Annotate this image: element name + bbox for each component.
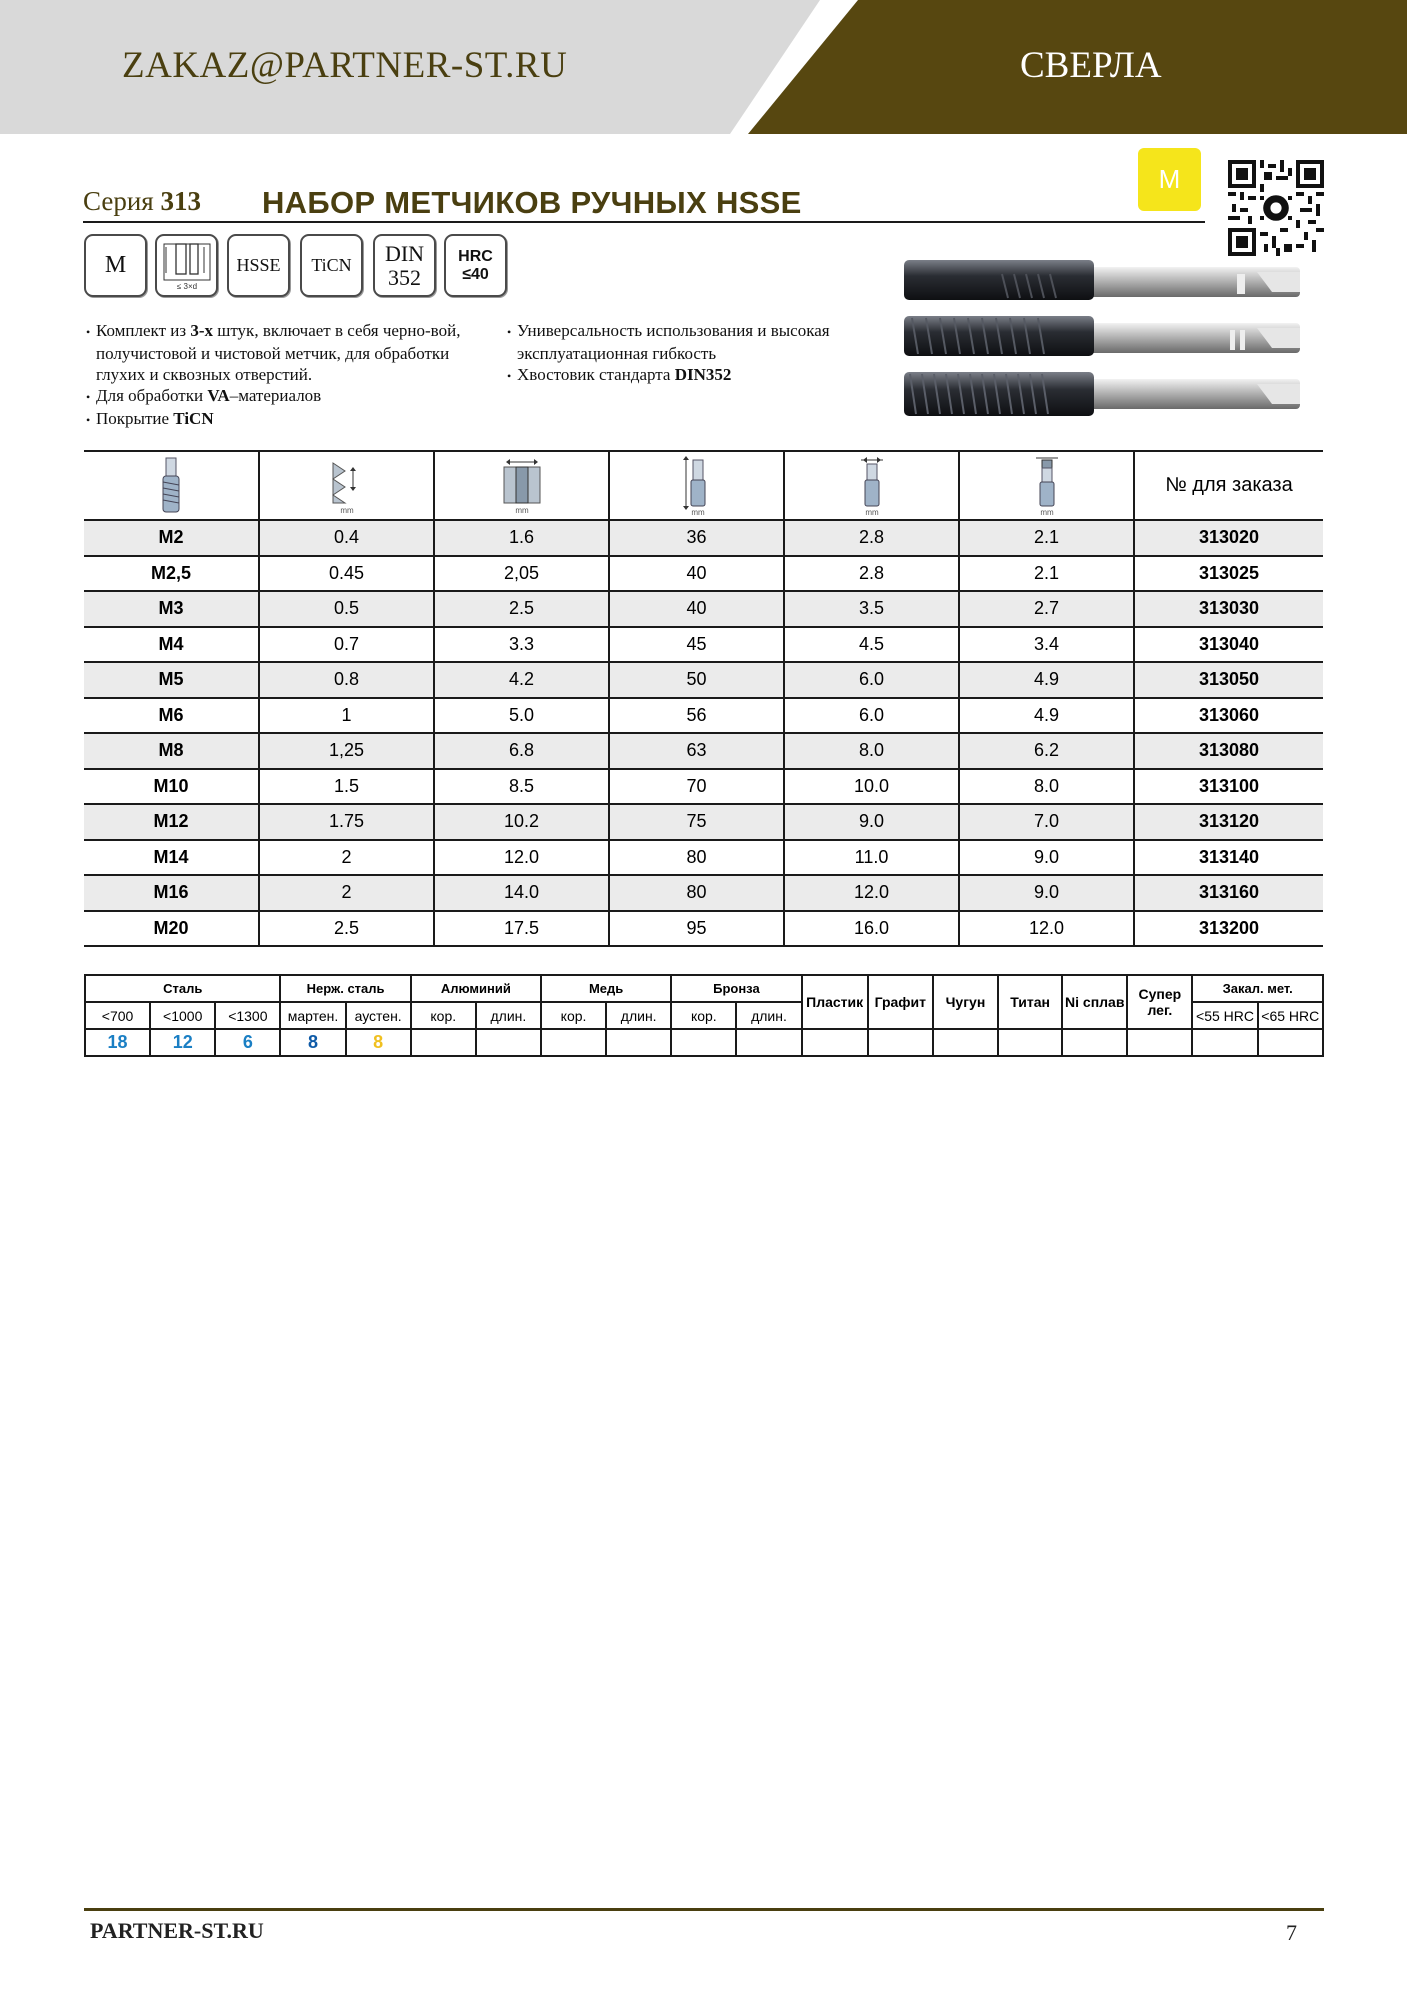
square-size-icon bbox=[1030, 456, 1064, 516]
table-row bbox=[84, 769, 1323, 805]
table-row bbox=[84, 875, 1323, 911]
group-steel: Сталь bbox=[85, 975, 280, 1002]
table-cell: M5 bbox=[84, 662, 259, 698]
table-cell: 9.0 bbox=[784, 804, 959, 840]
table-row bbox=[84, 840, 1323, 876]
header-email[interactable]: ZAKAZ@PARTNER-ST.RU bbox=[122, 45, 568, 86]
group-ni-alloy: Ni сплав bbox=[1062, 975, 1127, 1029]
bullet-item: • Хвостовик стандарта DIN352 bbox=[507, 364, 907, 387]
table-cell: 50 bbox=[609, 662, 784, 698]
table-cell: M2,5 bbox=[84, 556, 259, 592]
group-aluminium: Алюминий bbox=[411, 975, 541, 1002]
bullet-item: • Покрытие TiCN bbox=[86, 408, 486, 431]
table-cell: 8.0 bbox=[784, 733, 959, 769]
table-cell: 2.7 bbox=[959, 591, 1134, 627]
sub-copper-long: длин. bbox=[606, 1002, 671, 1029]
value-empty bbox=[736, 1029, 801, 1056]
order-number-cell: 313060 bbox=[1134, 698, 1323, 734]
table-cell: 12.0 bbox=[784, 875, 959, 911]
table-row bbox=[84, 556, 1323, 592]
table-cell: M10 bbox=[84, 769, 259, 805]
value-empty bbox=[1258, 1029, 1323, 1056]
tap-semifinishing bbox=[904, 316, 1300, 356]
materials-group-row bbox=[85, 975, 1323, 1002]
table-cell: M12 bbox=[84, 804, 259, 840]
value-steel-1300: 6 bbox=[215, 1029, 280, 1056]
table-cell: M3 bbox=[84, 591, 259, 627]
table-cell: 3.4 bbox=[959, 627, 1134, 663]
blind-hole-icon bbox=[160, 239, 214, 293]
table-cell: 12.0 bbox=[959, 911, 1134, 947]
materials-value-row bbox=[85, 1029, 1323, 1056]
tap-thread-icon bbox=[158, 456, 184, 516]
page-title: НАБОР МЕТЧИКОВ РУЧНЫХ HSSE bbox=[262, 185, 802, 220]
unit-label: mm bbox=[690, 507, 705, 516]
table-cell: 0.4 bbox=[259, 520, 434, 556]
order-number-cell: 313160 bbox=[1134, 875, 1323, 911]
table-row bbox=[84, 520, 1323, 556]
table-cell: M2 bbox=[84, 520, 259, 556]
value-empty bbox=[1062, 1029, 1127, 1056]
table-row bbox=[84, 627, 1323, 663]
table-cell: 0.7 bbox=[259, 627, 434, 663]
group-hardened: Закал. мет. bbox=[1192, 975, 1323, 1002]
hrc-limit-badge bbox=[444, 234, 507, 297]
header-shank-diameter bbox=[784, 451, 959, 520]
table-cell: M16 bbox=[84, 875, 259, 911]
sub-stainless-austen: аустен. bbox=[346, 1002, 411, 1029]
order-number-cell: 313080 bbox=[1134, 733, 1323, 769]
sub-hardened-65: <65 HRC bbox=[1258, 1002, 1323, 1029]
header-category: СВЕРЛА bbox=[1020, 45, 1162, 86]
tap-finishing bbox=[904, 372, 1300, 416]
table-cell: M6 bbox=[84, 698, 259, 734]
table-cell: 63 bbox=[609, 733, 784, 769]
table-cell: 70 bbox=[609, 769, 784, 805]
drill-hole-icon bbox=[500, 457, 544, 515]
material-group-badge: M bbox=[1138, 148, 1201, 211]
table-cell: 10.2 bbox=[434, 804, 609, 840]
value-stainless-austen: 8 bbox=[346, 1029, 411, 1056]
bullet-item: • Универсальность использования и высокая эксплуатационная гибкость bbox=[507, 320, 907, 364]
material-hsse-badge: HSSE bbox=[227, 234, 290, 297]
group-graphite: Графит bbox=[868, 975, 933, 1029]
table-cell: 6.0 bbox=[784, 698, 959, 734]
value-empty bbox=[802, 1029, 868, 1056]
hole-depth-badge bbox=[155, 234, 218, 297]
table-cell: 75 bbox=[609, 804, 784, 840]
order-number-cell: 313050 bbox=[1134, 662, 1323, 698]
table-cell: 6.2 bbox=[959, 733, 1134, 769]
table-cell: 4.9 bbox=[959, 698, 1134, 734]
table-row bbox=[84, 911, 1323, 947]
table-row bbox=[84, 591, 1323, 627]
table-cell: 2 bbox=[259, 840, 434, 876]
table-cell: 6.8 bbox=[434, 733, 609, 769]
thread-pitch-icon bbox=[327, 457, 367, 515]
table-cell: 4.5 bbox=[784, 627, 959, 663]
specification-table bbox=[84, 450, 1323, 947]
unit-label: mm bbox=[339, 505, 354, 515]
order-number-cell: 313120 bbox=[1134, 804, 1323, 840]
value-empty bbox=[606, 1029, 671, 1056]
table-cell: 0.45 bbox=[259, 556, 434, 592]
description-left bbox=[86, 320, 486, 431]
value-empty bbox=[933, 1029, 998, 1056]
table-cell: 95 bbox=[609, 911, 784, 947]
header-order-number: № для заказа bbox=[1134, 451, 1323, 520]
table-cell: M14 bbox=[84, 840, 259, 876]
value-steel-1000: 12 bbox=[150, 1029, 215, 1056]
value-empty bbox=[868, 1029, 933, 1056]
value-empty bbox=[671, 1029, 736, 1056]
table-cell: 2,05 bbox=[434, 556, 609, 592]
table-cell: 8.5 bbox=[434, 769, 609, 805]
sub-steel-1300: <1300 bbox=[215, 1002, 280, 1029]
group-stainless: Нерж. сталь bbox=[280, 975, 410, 1002]
table-cell: 80 bbox=[609, 840, 784, 876]
sub-steel-1000: <1000 bbox=[150, 1002, 215, 1029]
table-cell: 0.5 bbox=[259, 591, 434, 627]
order-number-cell: 313040 bbox=[1134, 627, 1323, 663]
table-cell: 1.6 bbox=[434, 520, 609, 556]
table-cell: 80 bbox=[609, 875, 784, 911]
sub-aluminium-short: кор. bbox=[411, 1002, 476, 1029]
page-number: 7 bbox=[1286, 1920, 1297, 1945]
group-cast-iron: Чугун bbox=[933, 975, 998, 1029]
table-cell: M20 bbox=[84, 911, 259, 947]
header-drill-diameter bbox=[434, 451, 609, 520]
series-number: 313 bbox=[160, 186, 201, 216]
table-cell: 8.0 bbox=[959, 769, 1134, 805]
table-cell: 4.9 bbox=[959, 662, 1134, 698]
qr-code-icon bbox=[1228, 160, 1324, 256]
table-cell: 2.1 bbox=[959, 556, 1134, 592]
order-number-cell: 313025 bbox=[1134, 556, 1323, 592]
table-cell: 2.8 bbox=[784, 520, 959, 556]
table-cell: M4 bbox=[84, 627, 259, 663]
header-total-length bbox=[609, 451, 784, 520]
value-stainless-marten: 8 bbox=[280, 1029, 345, 1056]
sub-bronze-long: длин. bbox=[736, 1002, 801, 1029]
table-cell: 1 bbox=[259, 698, 434, 734]
value-empty bbox=[411, 1029, 476, 1056]
sub-steel-700: <700 bbox=[85, 1002, 150, 1029]
table-cell: 56 bbox=[609, 698, 784, 734]
unit-label: mm bbox=[514, 505, 529, 515]
table-cell: 6.0 bbox=[784, 662, 959, 698]
shank-diameter-icon bbox=[855, 456, 889, 516]
table-cell: 1,25 bbox=[259, 733, 434, 769]
table-cell: 4.2 bbox=[434, 662, 609, 698]
coating-ticn-badge: TiCN bbox=[300, 234, 363, 297]
thread-type-badge: M bbox=[84, 234, 147, 297]
table-row bbox=[84, 804, 1323, 840]
group-titanium: Титан bbox=[998, 975, 1062, 1029]
table-row bbox=[84, 733, 1323, 769]
unit-label: mm bbox=[1039, 507, 1054, 516]
order-number-cell: 313200 bbox=[1134, 911, 1323, 947]
group-plastic: Пластик bbox=[802, 975, 868, 1029]
table-cell: 9.0 bbox=[959, 840, 1134, 876]
value-empty bbox=[1127, 1029, 1192, 1056]
table-cell: 10.0 bbox=[784, 769, 959, 805]
table-cell: 3.3 bbox=[434, 627, 609, 663]
unit-label: mm bbox=[864, 507, 879, 516]
order-number-cell: 313030 bbox=[1134, 591, 1323, 627]
series-word: Серия bbox=[83, 186, 154, 216]
table-row bbox=[84, 698, 1323, 734]
table-cell: 1.5 bbox=[259, 769, 434, 805]
hole-depth-text: ≤ 3×d bbox=[176, 281, 197, 291]
bullet-item: • Комплект из 3-х штук, включает в себя черно-вой, получистовой и чистовой метчик, для обработки глухих и сквозных отверстий. bbox=[86, 320, 486, 385]
total-length-icon bbox=[682, 456, 712, 516]
sub-copper-short: кор. bbox=[541, 1002, 606, 1029]
table-cell: 17.5 bbox=[434, 911, 609, 947]
table-cell: 2.5 bbox=[434, 591, 609, 627]
order-number-cell: 313140 bbox=[1134, 840, 1323, 876]
table-cell: 12.0 bbox=[434, 840, 609, 876]
table-cell: 1.75 bbox=[259, 804, 434, 840]
footer-divider bbox=[84, 1908, 1324, 1911]
din-number: 352 bbox=[388, 264, 421, 290]
table-cell: 3.5 bbox=[784, 591, 959, 627]
value-empty bbox=[998, 1029, 1062, 1056]
table-cell: 2 bbox=[259, 875, 434, 911]
group-copper: Медь bbox=[541, 975, 671, 1002]
table-cell: 40 bbox=[609, 556, 784, 592]
value-steel-700: 18 bbox=[85, 1029, 150, 1056]
table-cell: 2.8 bbox=[784, 556, 959, 592]
value-empty bbox=[476, 1029, 541, 1056]
table-cell: 2.5 bbox=[259, 911, 434, 947]
table-cell: 9.0 bbox=[959, 875, 1134, 911]
table-cell: 0.8 bbox=[259, 662, 434, 698]
bullet-item: • Для обработки VA–материалов bbox=[86, 385, 486, 408]
sub-hardened-55: <55 HRC bbox=[1192, 1002, 1257, 1029]
table-cell: 45 bbox=[609, 627, 784, 663]
table-cell: 40 bbox=[609, 591, 784, 627]
table-cell: 36 bbox=[609, 520, 784, 556]
table-cell: 7.0 bbox=[959, 804, 1134, 840]
header-thread-size bbox=[84, 451, 259, 520]
specification-rows bbox=[84, 520, 1323, 946]
din-label: DIN bbox=[384, 240, 425, 266]
group-superalloy: Супер лег. bbox=[1127, 975, 1192, 1029]
footer-site[interactable]: PARTNER-ST.RU bbox=[90, 1918, 264, 1943]
hrc-value: ≤40 bbox=[462, 265, 489, 283]
tap-roughing bbox=[904, 260, 1300, 300]
order-number-cell: 313100 bbox=[1134, 769, 1323, 805]
table-cell: 16.0 bbox=[784, 911, 959, 947]
value-empty bbox=[541, 1029, 606, 1056]
description-right bbox=[507, 320, 907, 387]
series-label bbox=[83, 186, 201, 217]
sub-stainless-marten: мартен. bbox=[280, 1002, 345, 1029]
table-row bbox=[84, 662, 1323, 698]
sub-aluminium-long: длин. bbox=[476, 1002, 541, 1029]
taps-product-image bbox=[902, 254, 1302, 434]
header-band bbox=[0, 0, 1407, 134]
table-cell: 11.0 bbox=[784, 840, 959, 876]
table-header-row bbox=[84, 451, 1323, 520]
header-thread-pitch bbox=[259, 451, 434, 520]
group-bronze: Бронза bbox=[671, 975, 801, 1002]
table-cell: 5.0 bbox=[434, 698, 609, 734]
din-standard-badge bbox=[373, 234, 436, 297]
header-square-size bbox=[959, 451, 1134, 520]
sub-bronze-short: кор. bbox=[671, 1002, 736, 1029]
title-underline bbox=[83, 221, 1205, 223]
materials-table bbox=[84, 974, 1324, 1057]
table-cell: 2.1 bbox=[959, 520, 1134, 556]
hrc-label: HRC bbox=[458, 247, 493, 265]
table-cell: M8 bbox=[84, 733, 259, 769]
order-number-cell: 313020 bbox=[1134, 520, 1323, 556]
value-empty bbox=[1192, 1029, 1257, 1056]
table-cell: 14.0 bbox=[434, 875, 609, 911]
